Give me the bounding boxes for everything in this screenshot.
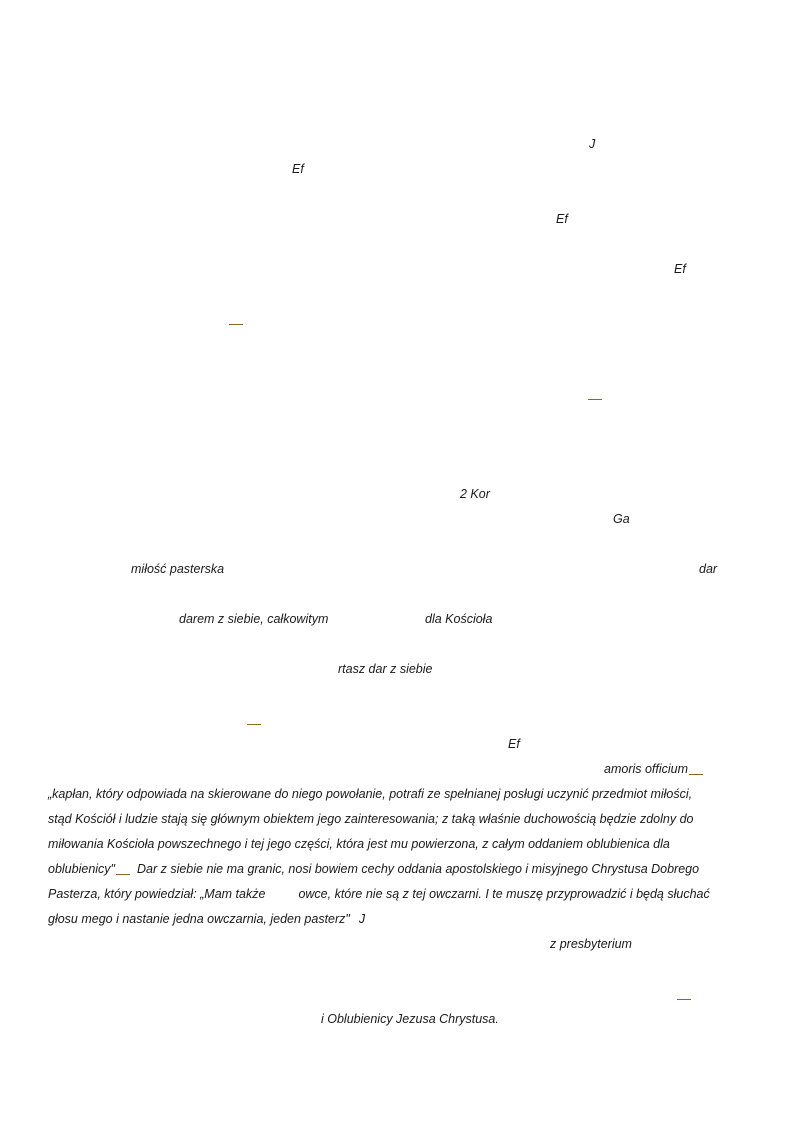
- quote-line: [48, 887, 710, 902]
- quote-line-text: Dar z siebie nie ma granic, nosi bowiem cechy oddania apostolskiego i misyjnego Chrystusa Dobrego: [136, 862, 700, 876]
- emphasis-fragment: dla Kościoła: [425, 612, 493, 626]
- citation-fragment: Ga: [613, 512, 630, 526]
- quote-line: stąd Kościół i ludzie stają się głównym obiektem jego zainteresowania; z taką właśnie duchowością będzie zdolny do: [48, 812, 694, 826]
- quote-line: [48, 912, 365, 927]
- emphasis-fragment: miłość pasterska: [131, 562, 225, 576]
- citation-fragment: J: [589, 137, 596, 151]
- emphasis-fragment: dar: [699, 562, 718, 576]
- footnote-marker[interactable]: [247, 724, 261, 725]
- emphasis-fragment: darem z siebie, całkowitym: [179, 612, 329, 626]
- citation-fragment: J: [358, 912, 366, 926]
- citation-fragment: Ef: [674, 262, 686, 276]
- footnote-marker[interactable]: [677, 999, 691, 1000]
- citation-fragment: 2 Kor: [460, 487, 490, 501]
- citation-fragment: Ef: [292, 162, 304, 176]
- citation-fragment: Ef: [556, 212, 568, 226]
- footnote-marker[interactable]: [689, 774, 703, 775]
- latin-term-text: amoris officium: [604, 762, 689, 776]
- quote-line-text: Pasterza, który powiedział: „Mam także: [48, 887, 266, 901]
- footnote-marker[interactable]: [229, 324, 243, 325]
- citation-fragment: Ef: [508, 737, 520, 751]
- footnote-marker[interactable]: [588, 399, 602, 400]
- quote-line: miłowania Kościoła powszechnego i tej jego części, która jest mu powierzona, z całym oddaniem oblubienica dla: [48, 837, 670, 851]
- latin-term: [604, 762, 703, 777]
- quote-line-text: oblubienicy": [48, 862, 115, 876]
- emphasis-fragment: i Oblubienicy Jezusa Chrystusa.: [321, 1012, 499, 1026]
- emphasis-fragment: z presbyterium: [550, 937, 632, 951]
- quote-line-text: głosu mego i nastanie jedna owczarnia, jeden pasterz": [48, 912, 350, 926]
- quote-line: „kapłan, który odpowiada na skierowane do niego powołanie, potrafi ze spełnianej posługi uczynić przedmiot miłości,: [48, 787, 693, 801]
- quote-line: [48, 862, 699, 877]
- footnote-marker[interactable]: [116, 874, 130, 875]
- emphasis-fragment: rtasz dar z siebie: [338, 662, 433, 676]
- quote-line-text: owce, które nie są z tej owczarni. I te muszę przyprowadzić i będą słuchać: [298, 887, 710, 901]
